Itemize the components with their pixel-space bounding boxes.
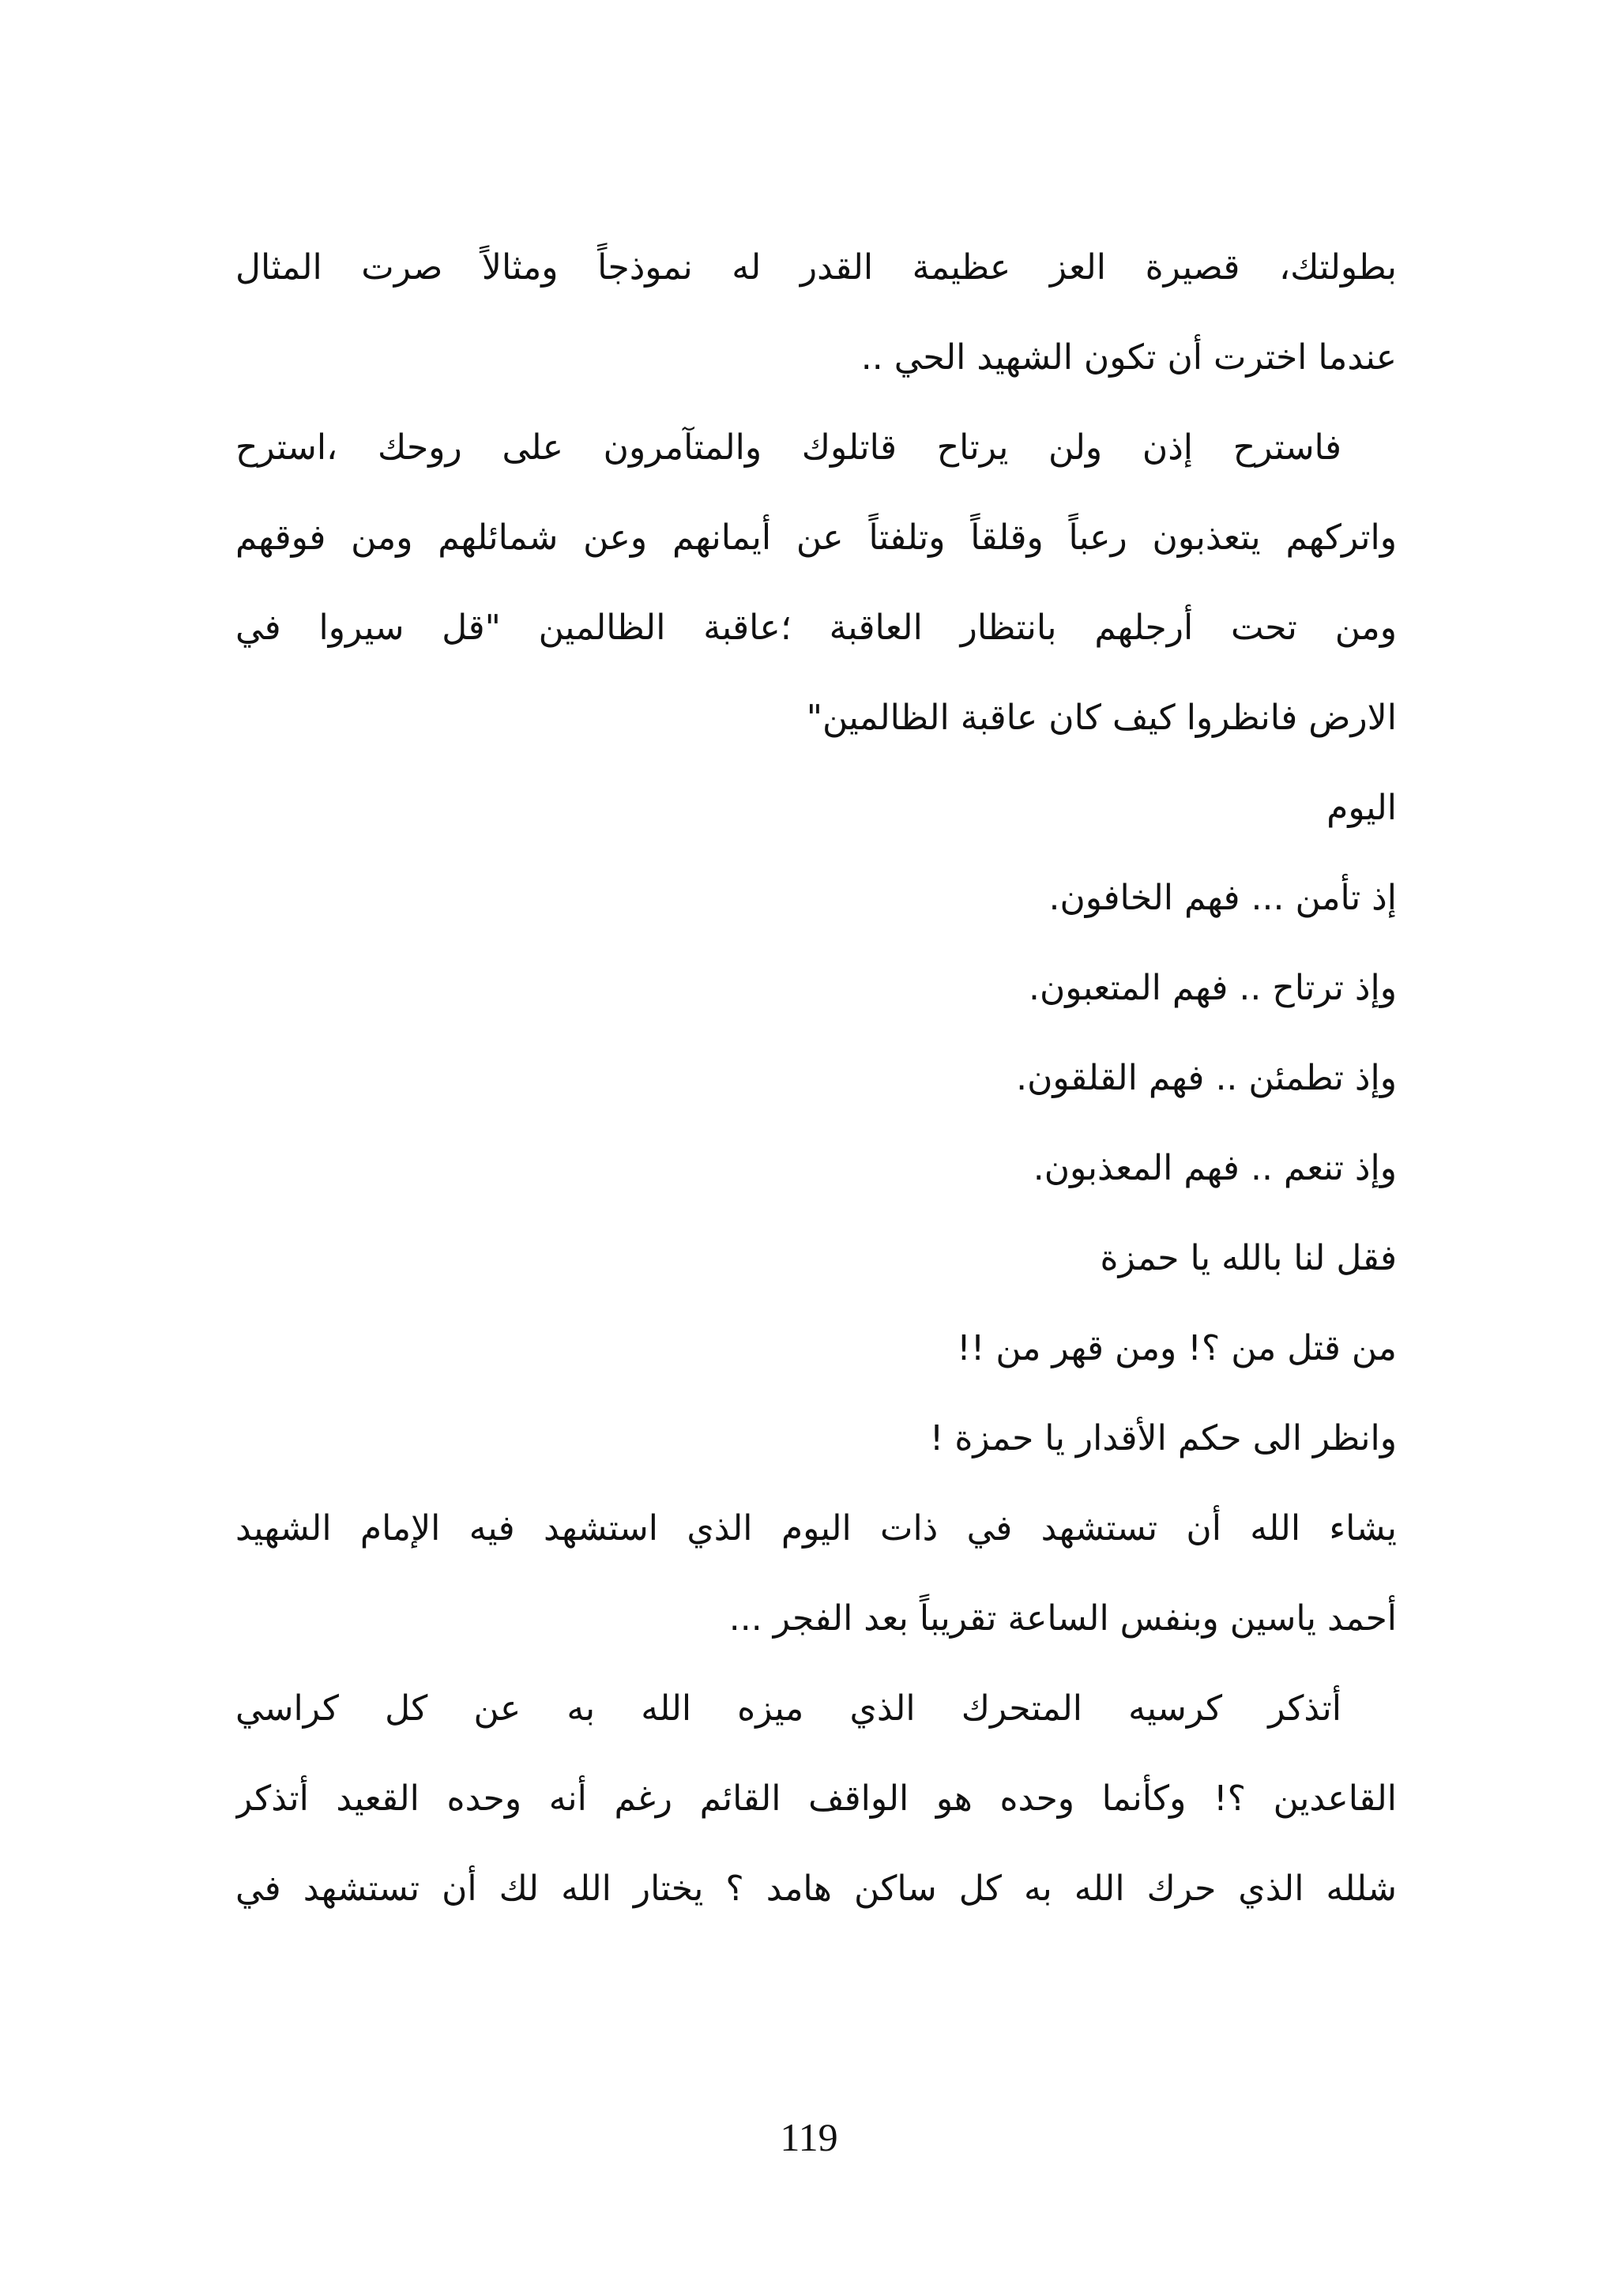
text-line: وإذ تطمئن .. فهم القلقون.: [1016, 1058, 1397, 1098]
text-line: بطولتك، قصيرة العز عظيمة القدر له نموذجاً ومثالاً صرت المثال: [235, 247, 1397, 288]
text-line: اليوم: [1326, 788, 1397, 828]
text-line: الارض فانظروا كيف كان عاقبة الظالمين": [806, 698, 1397, 738]
text-line: وإذ تنعم .. فهم المعذبون.: [1033, 1148, 1397, 1188]
text-line: واتركهم يتعذبون رعباً وقلقاً وتلفتاً عن أيمانهم وعن شمائلهم ومن فوقهم: [235, 518, 1397, 558]
text-line: أتذكر كرسيه المتحرك الذي ميزه الله به عن كل كراسي: [235, 1688, 1341, 1729]
text-line: وإذ ترتاح .. فهم المتعبون.: [1028, 968, 1397, 1008]
text-line: فقل لنا بالله يا حمزة: [1100, 1238, 1397, 1278]
text-line: ومن تحت أرجلهم بانتظار العاقبة ؛عاقبة الظالمين "قل سيروا في: [235, 608, 1397, 648]
page-number: 119: [780, 2115, 838, 2159]
text-line: عندما اخترت أن تكون الشهيد الحي ..: [860, 337, 1397, 378]
text-line: من قتل من ؟! ومن قهر من !!: [957, 1328, 1397, 1368]
text-line: إذ تأمن ... فهم الخافون.: [1048, 878, 1397, 918]
text-line: أحمد ياسين وبنفس الساعة تقريباً بعد الفجر ...: [728, 1598, 1397, 1639]
body-text: [235, 223, 1397, 1934]
text-line: وانظر الى حكم الأقدار يا حمزة !: [929, 1418, 1397, 1459]
text-line: فاسترح إذن ولن يرتاح قاتلوك والمتآمرون على روحك ،استرح: [235, 427, 1341, 468]
text-line: شلله الذي حرك الله به كل ساكن هامد ؟ يختار الله لك أن تستشهد في: [235, 1869, 1397, 1909]
text-line: يشاء الله أن تستشهد في ذات اليوم الذي استشهد فيه الإمام الشهيد: [235, 1508, 1397, 1549]
text-line: القاعدين ؟! وكأنما وحده هو الواقف القائم رغم أنه وحده القعيد أتذكر: [235, 1778, 1397, 1819]
